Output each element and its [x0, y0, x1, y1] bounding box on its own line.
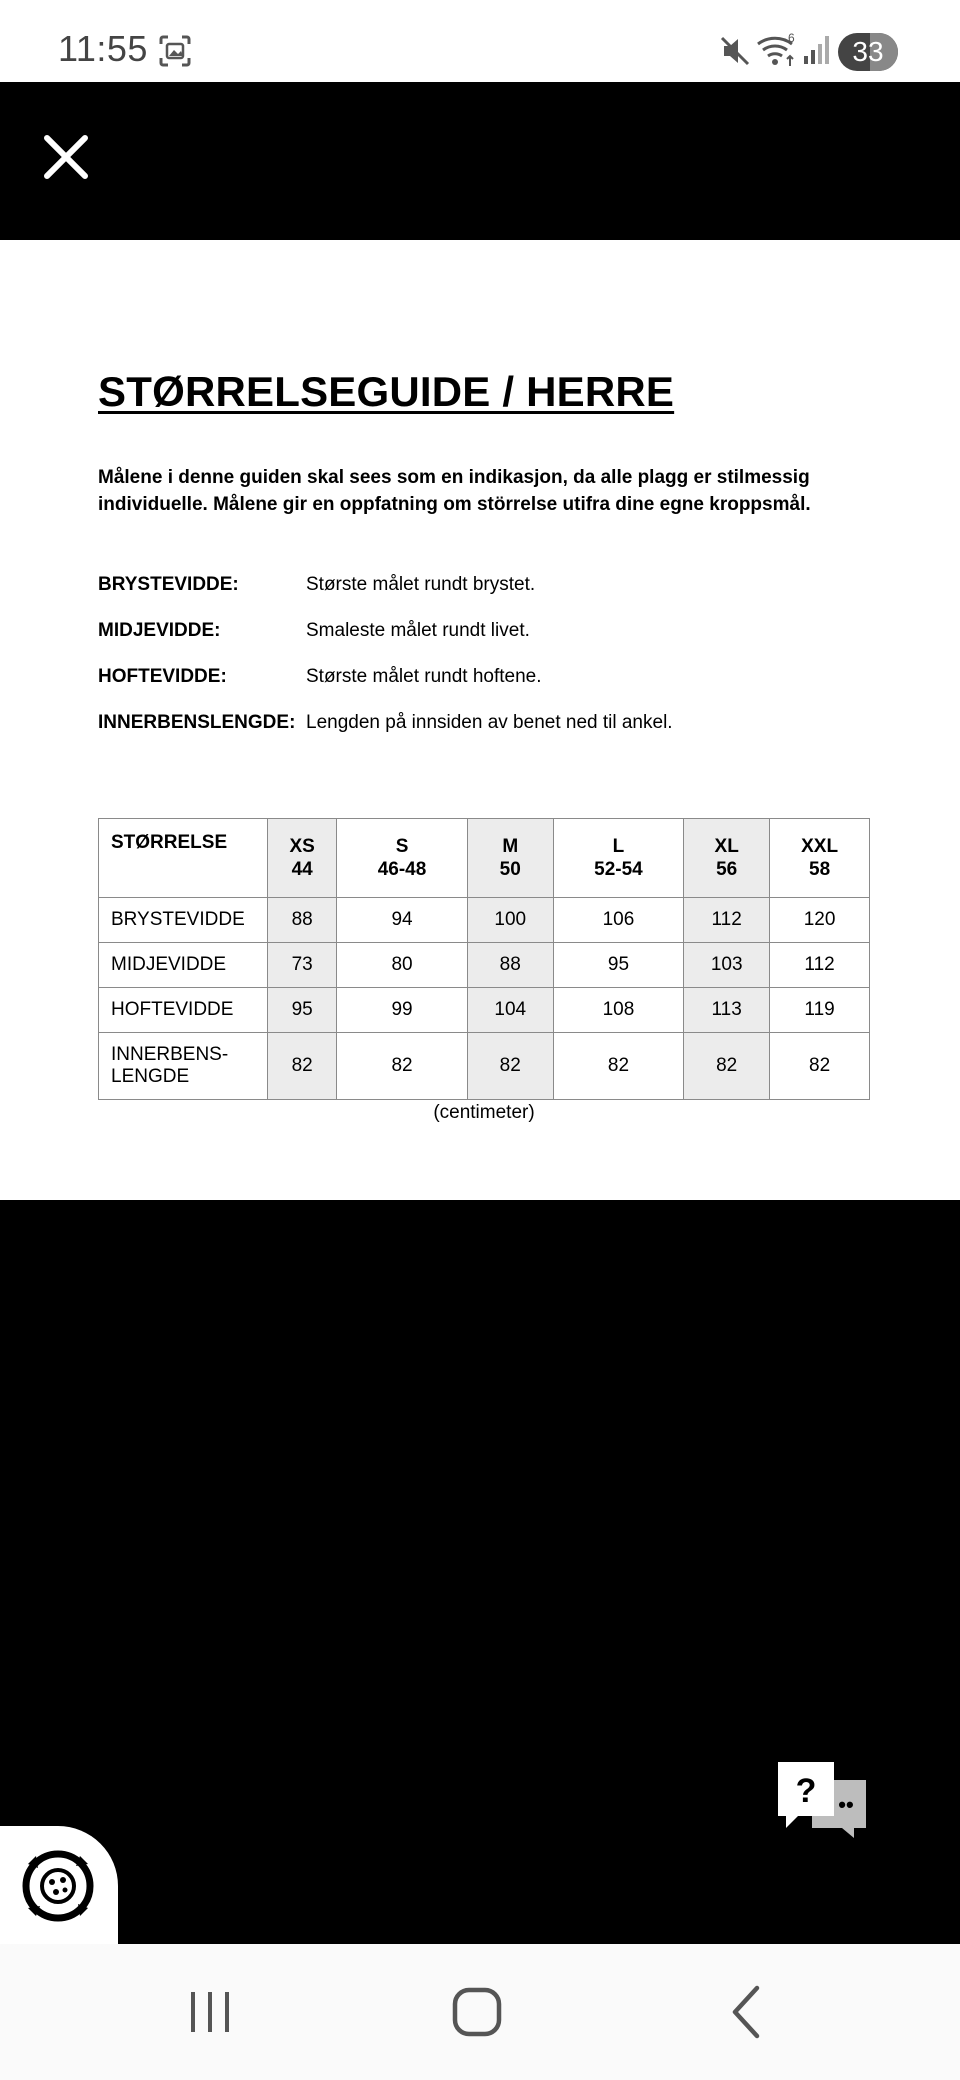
mute-icon	[718, 34, 752, 68]
close-icon	[41, 132, 91, 182]
table-row	[99, 1033, 870, 1100]
intro-text: Målene i denne guiden skal sees som en indikasjon, da alle plagg er stilmessig individuelle. Målene gir en oppfatning om störrelse utifra dine egne kroppsmål.	[98, 467, 811, 515]
size-column-header: M 50	[467, 819, 553, 898]
definition-list	[98, 574, 898, 758]
table-cell: 82	[467, 1033, 553, 1100]
recent-apps-icon	[185, 1987, 235, 2037]
table-row	[99, 898, 870, 943]
unit-note: (centimeter)	[433, 1102, 535, 1123]
definition-desc: Smaleste målet rundt livet.	[306, 620, 530, 641]
navigation-bar	[0, 1944, 960, 2080]
definition-row	[98, 666, 898, 712]
definition-desc: Største målet rundt brystet.	[306, 574, 536, 595]
battery-level: 33	[852, 36, 884, 67]
definition-term: BRYSTEVIDDE:	[98, 574, 239, 595]
size-column-header: S 46-48	[337, 819, 467, 898]
table-cell: 80	[337, 943, 467, 988]
table-cell: 94	[337, 898, 467, 943]
corner-label: STØRRELSE	[99, 819, 268, 898]
table-cell: 88	[467, 943, 553, 988]
home-icon	[450, 1984, 506, 2040]
definition-row	[98, 712, 898, 758]
back-button[interactable]	[678, 1944, 818, 2080]
table-cell: 112	[770, 943, 870, 988]
signal-icon	[802, 34, 832, 66]
definition-desc: Største målet rundt hoftene.	[306, 666, 542, 687]
cookie-settings-icon	[18, 1846, 98, 1926]
row-label: HOFTEVIDDE	[99, 988, 268, 1033]
size-column-header: XL 56	[684, 819, 770, 898]
table-header-row	[99, 819, 870, 898]
table-cell: 82	[337, 1033, 467, 1100]
table-cell: 103	[684, 943, 770, 988]
battery-icon	[838, 33, 898, 71]
svg-text:6: 6	[788, 31, 795, 45]
table-cell: 99	[337, 988, 467, 1033]
table-row	[99, 943, 870, 988]
svg-text:?: ?	[795, 1772, 817, 1810]
table-cell: 100	[467, 898, 553, 943]
status-bar	[0, 0, 960, 82]
table-row	[99, 988, 870, 1033]
page-title: STØRRELSEGUIDE / HERRE	[98, 368, 675, 415]
size-guide-card	[0, 240, 960, 1200]
row-label: INNERBENS- LENGDE	[99, 1033, 268, 1100]
wifi-icon	[756, 30, 800, 68]
modal-header	[0, 82, 960, 240]
table-cell: 106	[553, 898, 683, 943]
screenshot-icon	[158, 34, 192, 68]
table-cell: 104	[467, 988, 553, 1033]
row-label: BRYSTEVIDDE	[99, 898, 268, 943]
table-cell: 73	[268, 943, 337, 988]
definition-term: HOFTEVIDDE:	[98, 666, 227, 687]
table-cell: 82	[268, 1033, 337, 1100]
table-cell: 88	[268, 898, 337, 943]
home-button[interactable]	[408, 1944, 548, 2080]
table-cell: 113	[684, 988, 770, 1033]
table-cell: 82	[553, 1033, 683, 1100]
back-icon	[723, 1984, 773, 2040]
status-time: 11:55	[58, 28, 148, 69]
size-column-header: L 52-54	[553, 819, 683, 898]
row-label: MIDJEVIDDE	[99, 943, 268, 988]
table-cell: 108	[553, 988, 683, 1033]
size-column-header: XS 44	[268, 819, 337, 898]
table-cell: 82	[770, 1033, 870, 1100]
table-cell: 95	[553, 943, 683, 988]
table-cell: 112	[684, 898, 770, 943]
svg-text:••: ••	[838, 1792, 854, 1817]
table-cell: 119	[770, 988, 870, 1033]
size-table	[98, 818, 870, 1100]
help-chat-icon	[776, 1760, 872, 1850]
help-chat-button[interactable]	[776, 1760, 872, 1850]
definition-term: MIDJEVIDDE:	[98, 620, 221, 641]
size-column-header: XXL 58	[770, 819, 870, 898]
table-cell: 82	[684, 1033, 770, 1100]
table-cell: 95	[268, 988, 337, 1033]
definition-row	[98, 620, 898, 666]
accessibility-widget-button[interactable]	[0, 1826, 118, 1944]
recent-apps-button[interactable]	[140, 1944, 280, 2080]
close-button[interactable]	[36, 122, 96, 192]
definition-row	[98, 574, 898, 620]
definition-desc: Lengden på innsiden av benet ned til ankel.	[306, 712, 673, 733]
table-cell: 120	[770, 898, 870, 943]
definition-term: INNERBENSLENGDE:	[98, 712, 296, 733]
